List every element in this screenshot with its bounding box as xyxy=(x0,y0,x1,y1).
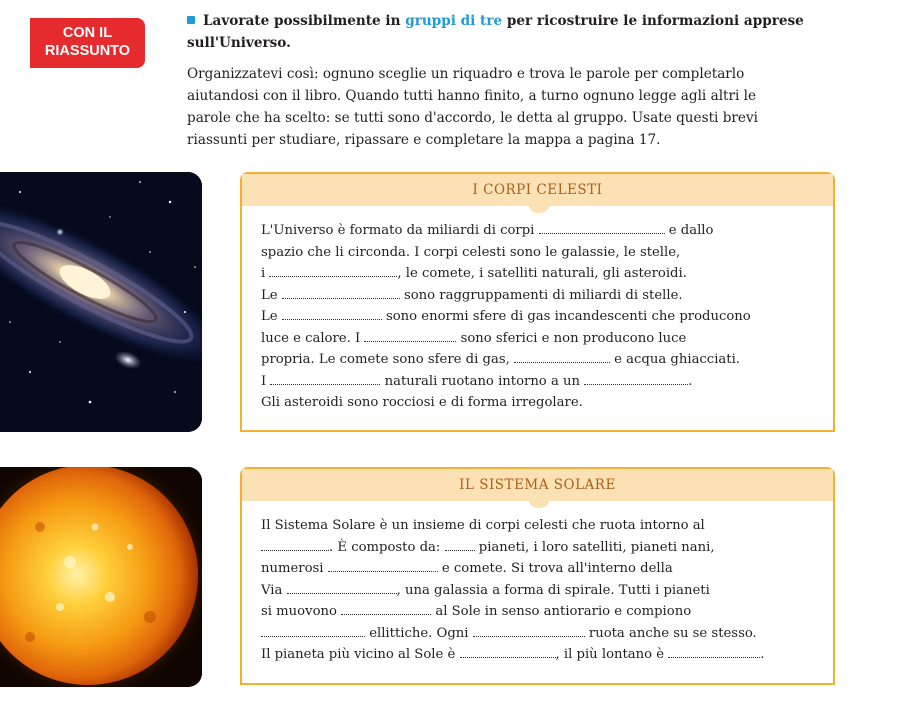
text-line xyxy=(261,263,815,285)
instructions xyxy=(187,10,867,151)
instruction-first xyxy=(187,10,867,54)
paragraph-line: aiutandosi con il libro. Quando tutti hanno finito, a turno ognuno legge agli altri le xyxy=(187,88,757,104)
box-body xyxy=(242,501,833,676)
text-line xyxy=(261,371,815,393)
instruction-text: Lavorate possibilmente in xyxy=(203,13,406,29)
sun-image xyxy=(0,467,202,687)
text: Il pianeta più vicino al Sole è xyxy=(261,647,460,662)
text-line xyxy=(261,644,815,666)
text: al Sole in senso antiorario e compiono xyxy=(431,604,692,619)
text: propria. Le comete sono sfere di gas, xyxy=(261,352,514,367)
fill-blank-input[interactable] xyxy=(261,623,365,637)
box-body xyxy=(242,206,833,424)
instruction-text: sull'Universo. xyxy=(187,35,291,51)
text: pianeti, i loro satelliti, pianeti nani, xyxy=(474,539,715,555)
text-line xyxy=(261,623,815,645)
section-badge xyxy=(30,18,145,68)
highlight-text: gruppi di tre xyxy=(405,13,503,29)
text: si muovono xyxy=(261,604,342,619)
fill-blank-input[interactable] xyxy=(539,220,665,234)
badge-line2: RIASSUNTO xyxy=(44,43,131,59)
text: naturali ruotano intorno a un xyxy=(380,373,585,389)
text-line xyxy=(261,220,815,242)
bullet-icon xyxy=(187,16,195,24)
paragraph-line: Organizzatevi così: ognuno sceglie un riquadro e trova le parole per completarlo xyxy=(187,66,745,82)
fill-blank-input[interactable] xyxy=(364,328,456,342)
text: . È composto da: xyxy=(329,539,445,555)
text: I xyxy=(261,373,271,389)
paragraph-line: parole che ha scelto: se tutti sono d'accordo, le detta al gruppo. Usate questi brevi xyxy=(187,110,758,126)
fill-blank-input[interactable] xyxy=(341,601,431,615)
text-line xyxy=(261,537,815,559)
sun-photo xyxy=(0,467,202,687)
summary-box-celestial-bodies xyxy=(240,172,835,432)
text: ruota anche su se stesso. xyxy=(584,625,757,641)
text-line xyxy=(261,328,815,350)
summary-box-solar-system xyxy=(240,467,835,685)
galaxy-photo xyxy=(0,172,202,432)
text: Le xyxy=(261,309,282,324)
text: e comete. Si trova all'interno della xyxy=(437,561,673,576)
text: luce e calore. I xyxy=(261,330,365,346)
text-line: Gli asteroidi sono rocciosi e di forma irregolare. xyxy=(261,395,583,410)
galaxy-image xyxy=(0,172,202,432)
paragraph-line: riassunti per studiare, ripassare e completare la mappa a pagina 17. xyxy=(187,132,661,148)
text: . xyxy=(688,373,693,389)
text-line xyxy=(261,349,815,371)
text: , una galassia a forma di spirale. Tutti i pianeti xyxy=(396,582,710,598)
text: , le comete, i satelliti naturali, gli asteroidi. xyxy=(397,266,687,281)
text: e dallo xyxy=(664,223,714,238)
fill-blank-input[interactable] xyxy=(445,537,475,551)
text-line xyxy=(261,580,815,602)
text-line xyxy=(261,285,815,307)
fill-blank-input[interactable] xyxy=(287,580,397,594)
text: sono sferici e non producono luce xyxy=(456,330,687,346)
text: sono enormi sfere di gas incandescenti che producono xyxy=(381,309,751,324)
badge-line1: CON IL xyxy=(62,25,113,41)
text: ellittiche. Ogni xyxy=(365,625,473,641)
text-line xyxy=(261,601,815,623)
text-line xyxy=(261,558,815,580)
fill-blank-input[interactable] xyxy=(668,644,760,658)
text: sono raggruppamenti di miliardi di stelle. xyxy=(399,287,683,303)
text: i xyxy=(261,266,270,281)
text-line: spazio che li circonda. I corpi celesti sono le galassie, le stelle, xyxy=(261,244,681,260)
fill-blank-input[interactable] xyxy=(269,263,397,277)
fill-blank-input[interactable] xyxy=(328,558,438,572)
text: . xyxy=(760,647,765,662)
fill-blank-input[interactable] xyxy=(282,285,400,299)
text-line xyxy=(261,306,815,328)
text: Le xyxy=(261,287,282,303)
fill-blank-input[interactable] xyxy=(584,371,688,385)
text-line: Il Sistema Solare è un insieme di corpi celesti che ruota intorno al xyxy=(261,518,705,533)
fill-blank-input[interactable] xyxy=(282,306,382,320)
instruction-paragraph xyxy=(187,63,867,151)
text: e acqua ghiacciati. xyxy=(609,352,740,367)
text: , il più lontano è xyxy=(555,647,669,662)
text: Via xyxy=(261,582,287,598)
fill-blank-input[interactable] xyxy=(473,623,585,637)
text: L'Universo è formato da miliardi di corpi xyxy=(261,223,539,238)
fill-blank-input[interactable] xyxy=(270,371,380,385)
instruction-text: per ricostruire le informazioni apprese xyxy=(502,13,804,29)
text: numerosi xyxy=(261,561,328,576)
fill-blank-input[interactable] xyxy=(514,349,610,363)
box-title: I CORPI CELESTI xyxy=(242,174,833,206)
fill-blank-input[interactable] xyxy=(460,644,556,658)
box-title: IL SISTEMA SOLARE xyxy=(242,469,833,501)
fill-blank-input[interactable] xyxy=(261,537,329,551)
